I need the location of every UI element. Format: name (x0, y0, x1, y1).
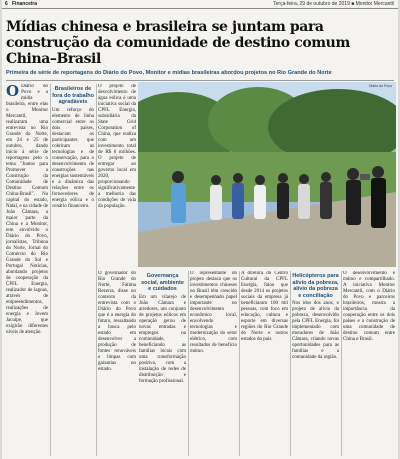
article-column-3 (98, 84, 136, 270)
body-text: O desenvolvimento é mútuo e compartilhado. A iniciativa Monitor Mercantil, com o Diário do Povo e parceiros brasileiros, mostra a importância da cooperação entre os dois países e a construção de uma comunidade de destino comum entre China e Brasil. (343, 271, 395, 342)
article-column-4 (139, 271, 186, 456)
column-rule (341, 271, 342, 456)
page-number: 6 (5, 1, 8, 7)
body-text: Em um vilarejo de João Câmara e arredores, um conjunto de projetos eólicos em operação gerou de novas entradas e empregos na comunidade, beneficiando as famílias locais com uma transformação positiva, com a instalação de redes de distribuição e formação profissional. (139, 294, 186, 384)
article-column-1 (6, 84, 48, 456)
column-rule (50, 84, 51, 456)
article-column-8 (343, 271, 395, 456)
headline: Mídias chinesa e brasileira se juntam para construção da comunidade de destino comum China–Brasil (6, 19, 350, 67)
body-text: Nos idos dos anos, o projeto de alívio da pobreza, desenvolvido pela CPFL Energia, foi implementado com moradores de João Câmara, criando novas oportunidades para as famílias e a comunidade da região. (292, 301, 339, 360)
section-name: Financeira (12, 1, 38, 7)
drop-cap: O (6, 84, 20, 100)
article-column-6 (241, 271, 288, 456)
column-rule (96, 84, 97, 456)
article-column-5 (190, 271, 237, 456)
body-text: O representante do projeto destaca que os investimentos chineses no Brasil têm crescido e desempenhado papel importante no desenvolvimento econômico local, envolvendo tecnologias e modernização do setor elétrico, com resultados de benefício mútuo. (190, 271, 237, 354)
newspaper-page (2, 0, 398, 459)
article-column-2 (52, 84, 94, 456)
divider (6, 80, 394, 81)
article-photo (138, 82, 396, 267)
crosshead: Brasileiros de fora do trabalho agradáveis (52, 86, 94, 105)
date-line: Terça-feira, 29 de outubro de 2019 ■ Monitor Mercantil (273, 1, 394, 7)
article-column-3-lower (98, 271, 136, 456)
column-rule (290, 271, 291, 456)
subheadline: Primeira de série de reportagens do Diário do Povo, Monitor e mídias brasileiras abordou projetos no Rio Grande do Norte (6, 70, 332, 76)
body-text: Um reforço do elemento de linha comercial entre os dois países, destacam os participantes que cobriram as tecnologias e de conservação, para o desenvolvimento de construções nas energias sustentáveis e a dinâmica das relações entre os fornecedores de energia eólica e o cenário financeiro. (52, 107, 94, 209)
photo-credit: Diário do Povo (369, 84, 392, 88)
body-text: O projeto de desvolvimento de água eólica é uma iniciativa social da CPFL Energia, subsidiária da State Grid Corporation of China, que realiza com um investimento total de R$ 6 milhões. O projeto de entregar ao governo local em 2020, proporcionando significativamente a melhoria das condições de vida da população. (98, 84, 136, 209)
article-column-7 (292, 271, 339, 456)
crosshead: Governança social, ambiente e cuidados (141, 273, 184, 292)
body-text: Diário do Povo e a mídia brasileira, entre elas o Monitor Mercantil, realizaram uma entrevista no Rio Grande do Norte, em 24 e 25 de outubro, dando início à série de reportagens pelo o tema "Juntos para Promover a Construção da Comunidade de Destino Comum China-Brasil". Na capital do estado, Natal, e na cidade de João Câmara, a maior parte da China e a Monitor, tem envolvido o Diário do Povo, jornalistas, Tribuna do Norte, Jornal do Comércio do Rio Grande do Sul e Portugal Notícias, abordando projetos de cooperação da CPFL Energia, realizador de lagoas, através de empreendimentos, realizações de energia e Jovem Jacuípe, que exigirão diferentes níveis de atenção. (6, 84, 48, 335)
crosshead: Helicópteros para alívio da pobreza, alívio da pobreza e conciliação (292, 273, 339, 299)
column-rule (188, 271, 189, 456)
body-text: A diretora do Centro Cultural da CPFL Energia, falou que desde 2014 os projetos sociais da empresa já beneficiaram 100 mil pessoas, com foco em educação, cultura e esporte em diversas regiões do Rio Grande do Norte e outros estados do país. (241, 271, 288, 342)
body-text: O governador do Rio Grande do Norte, Fátima Bezerra, disse no contexto da entrevista com o Diário do Povo que é a energia do futuro, ressaltando a busca pelo estado em desenvolver a produção de fontes renováveis e limpas com garantias no estado. (98, 271, 136, 372)
column-rule (239, 271, 240, 456)
page-header (2, 0, 398, 9)
